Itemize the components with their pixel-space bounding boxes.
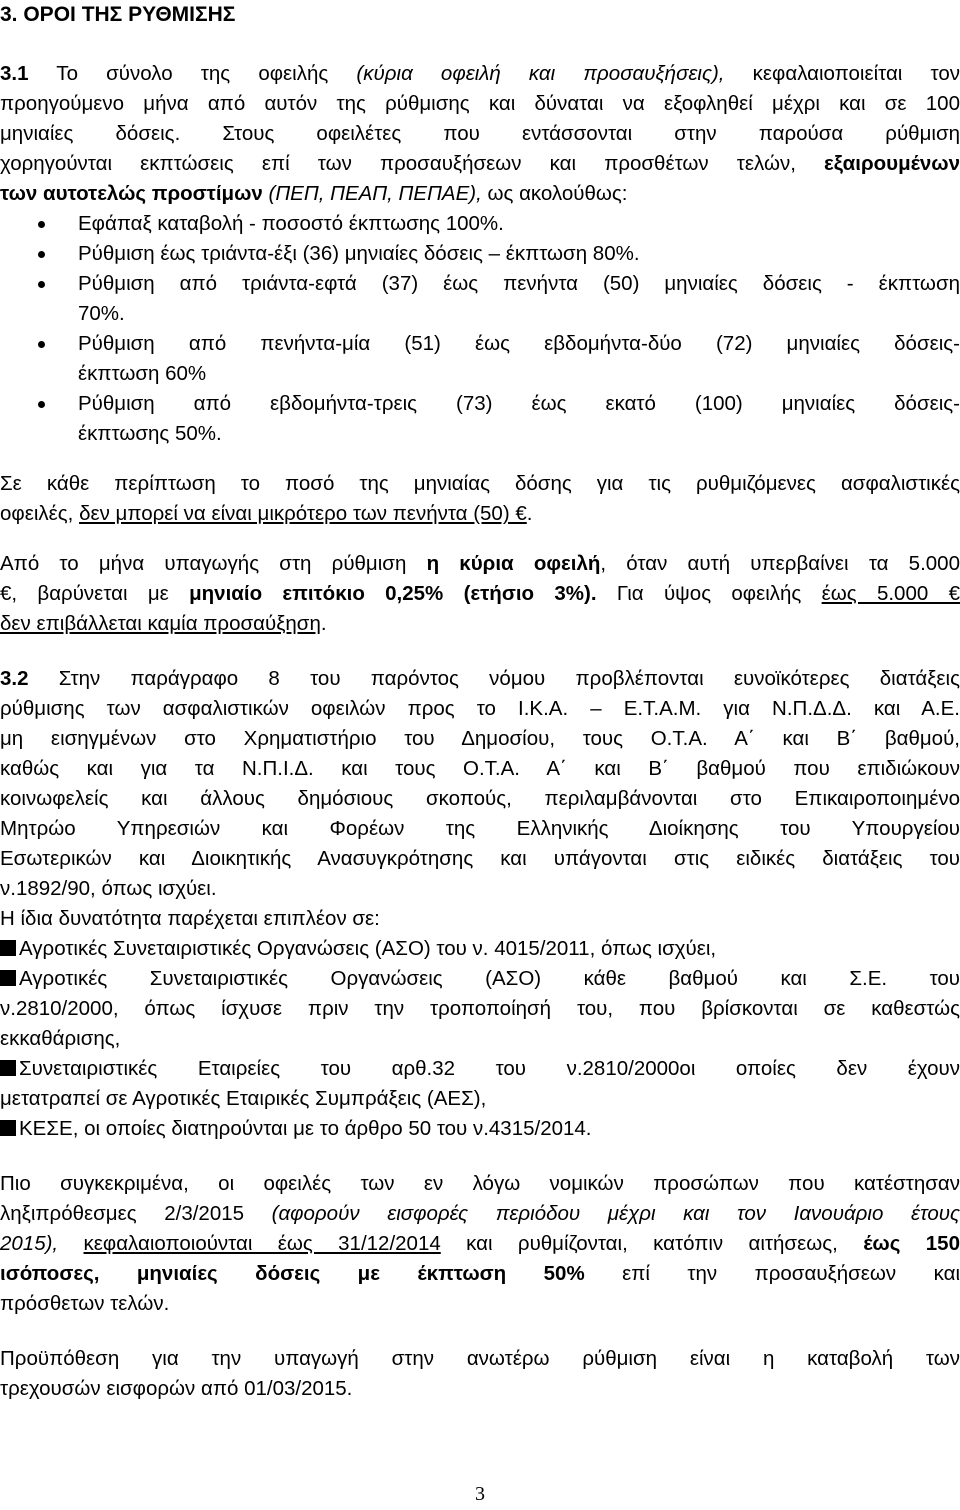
s32-line-2: ρύθμισης των ασφαλιστικών οφειλών προς το Ι.Κ.Α. – Ε.Τ.Α.Μ. για Ν.Π.Δ.Δ. και Α.Ε.	[0, 697, 960, 720]
s32-line-6: Μητρώο Υπηρεσιών και Φορέων της Ελληνικής Διοίκησης του Υπουργείου	[0, 817, 960, 840]
section-heading: 3. ΟΡΟΙ ΤΗΣ ΡΥΘΜΙΣΗΣ	[0, 3, 236, 26]
list-item: ΚΕΣΕ, οι οποίες διατηρούνται με το άρθρο 50 του ν.4315/2014.	[0, 1114, 960, 1144]
bullet-item-continuation: έκπτωσης 50%.	[78, 422, 222, 445]
p-min-line-2: οφειλές, δεν μπορεί να είναι μικρότερο των πενήντα (50) €.	[0, 502, 533, 525]
bullet-item: Ρύθμιση από τριάντα-εφτά (37) έως πενήντα (50) μηνιαίες δόσεις - έκπτωση	[0, 269, 960, 299]
square-bullet-icon	[0, 1120, 16, 1136]
bullet-item: Ρύθμιση από εβδομήντα-τρεις (73) έως εκατό (100) μηνιαίες δόσεις-	[0, 389, 960, 419]
list-item: Αγροτικές Συνεταιριστικές Οργανώσεις (ΑΣΟ) κάθε βαθμού και Σ.Ε. του	[0, 964, 960, 994]
p-interest-line-3: δεν επιβάλλεται καμία προσαύξηση.	[0, 612, 327, 635]
p-interest-line-2: €, βαρύνεται με μηνιαίο επιτόκιο 0,25% (ετήσιο 3%). Για ύψος οφειλής έως 5.000 €	[0, 582, 960, 605]
list-item-continuation: μετατραπεί σε Αγροτικές Εταιρικές Συμπράξεις (ΑΕΣ),	[0, 1087, 487, 1110]
p-pre-line-1: Προϋπόθεση για την υπαγωγή στην ανωτέρω ρύθμιση είναι η καταβολή των	[0, 1347, 960, 1370]
bullet-item: Εφάπαξ καταβολή - ποσοστό έκπτωσης 100%.	[0, 209, 960, 239]
p-interest-line-1: Από το μήνα υπαγωγής στη ρύθμιση η κύρια οφειλή, όταν αυτή υπερβαίνει τα 5.000	[0, 552, 960, 575]
list-item-continuation: ν.2810/2000, όπως ίσχυσε πριν την τροποποίησή του, που βρίσκονται σε καθεστώς	[0, 997, 960, 1020]
p-pre-line-2: τρεχουσών εισφορών από 01/03/2015.	[0, 1377, 353, 1400]
square-bullet-icon	[0, 1060, 16, 1076]
p-min-line-1: Σε κάθε περίπτωση το ποσό της μηνιαίας δόσης για τις ρυθμιζόμενες ασφαλιστικές	[0, 472, 960, 495]
bullet-item-continuation: έκπτωση 60%	[78, 362, 207, 385]
s32-line-5: κοινωφελείς και άλλους δημόσιους σκοπούς, περιλαμβάνονται στο Επικαιροποιημένο	[0, 787, 960, 810]
p-specific-line-4: ισόποσες, μηνιαίες δόσεις με έκπτωση 50% επί την προσαυξήσεων και	[0, 1262, 960, 1285]
s31-number: 3.1	[0, 62, 29, 85]
s32-number: 3.2	[0, 667, 29, 690]
bullet-dot-icon	[38, 251, 45, 258]
bullet-dot-icon	[38, 401, 45, 408]
list-item: Συνεταιριστικές Εταιρείες του αρθ.32 του ν.2810/2000οι οποίες δεν έχουν	[0, 1054, 960, 1084]
s31-line-3: μηνιαίες δόσεις. Στους οφειλέτες που εντάσσονται στην παρούσα ρύθμιση	[0, 122, 960, 145]
s32-line-1: 3.2 Στην παράγραφο 8 του παρόντος νόμου προβλέπονται ευνοϊκότερες διατάξεις	[0, 667, 960, 690]
s32-line-4: καθώς και για τα Ν.Π.Ι.Δ. και τους Ο.Τ.Α. Α΄ και Β΄ βαθμού που επιδιώκουν	[0, 757, 960, 780]
s32-line-7: Εσωτερικών και Διοικητικής Ανασυγκρότησης και υπάγονται στις ειδικές διατάξεις του	[0, 847, 960, 870]
square-bullet-icon	[0, 940, 16, 956]
bullet-item: Ρύθμιση από πενήντα-μία (51) έως εβδομήντα-δύο (72) μηνιαίες δόσεις-	[0, 329, 960, 359]
bullet-item-continuation: 70%.	[78, 302, 125, 325]
p-specific-line-5: πρόσθετων τελών.	[0, 1292, 170, 1315]
s31-line-5: των αυτοτελώς προστίμων (ΠΕΠ, ΠΕΑΠ, ΠΕΠΑΕ), ως ακολούθως:	[0, 182, 628, 205]
list-item: Αγροτικές Συνεταιριστικές Οργανώσεις (ΑΣΟ) του ν. 4015/2011, όπως ισχύει,	[0, 934, 960, 964]
s31-line-4: χορηγούνται εκπτώσεις επί των προσαυξήσεων και προσθέτων τελών, εξαιρουμένων	[0, 152, 960, 175]
page-number: 3	[475, 1483, 485, 1505]
bullet-dot-icon	[38, 281, 45, 288]
s32-line-3: μη εισηγμένων στο Χρηματιστήριο του Δημοσίου, τους Ο.Τ.Α. Α΄ και Β΄ βαθμού,	[0, 727, 960, 750]
s32-line-8: ν.1892/90, όπως ισχύει.	[0, 877, 217, 900]
s31-line-2: προηγούμενο μήνα από αυτόν της ρύθμισης και δύναται να εξοφληθεί μέχρι και σε 100	[0, 92, 960, 115]
list-item-continuation: εκκαθάρισης,	[0, 1027, 121, 1050]
bullet-dot-icon	[38, 341, 45, 348]
bullet-item: Ρύθμιση έως τριάντα-έξι (36) μηνιαίες δόσεις – έκπτωση 80%.	[0, 239, 960, 269]
p-specific-line-2: ληξιπρόθεσμες 2/3/2015 (αφορούν εισφορές περιόδου μέχρι και τον Ιανουάριο έτους	[0, 1202, 960, 1225]
p-specific-line-1: Πιο συγκεκριμένα, οι οφειλές των εν λόγω νομικών προσώπων που κατέστησαν	[0, 1172, 960, 1195]
bullet-dot-icon	[38, 221, 45, 228]
square-bullet-icon	[0, 970, 16, 986]
p-specific-line-3: 2015), κεφαλαιοποιούνται έως 31/12/2014 και ρυθμίζονται, κατόπιν αιτήσεως, έως 150	[0, 1232, 960, 1255]
s31-line-1: 3.1 Το σύνολο της οφειλής (κύρια οφειλή και προσαυξήσεις), κεφαλαιοποιείται τον	[0, 62, 960, 85]
s32-line-9: Η ίδια δυνατότητα παρέχεται επιπλέον σε:	[0, 907, 380, 930]
